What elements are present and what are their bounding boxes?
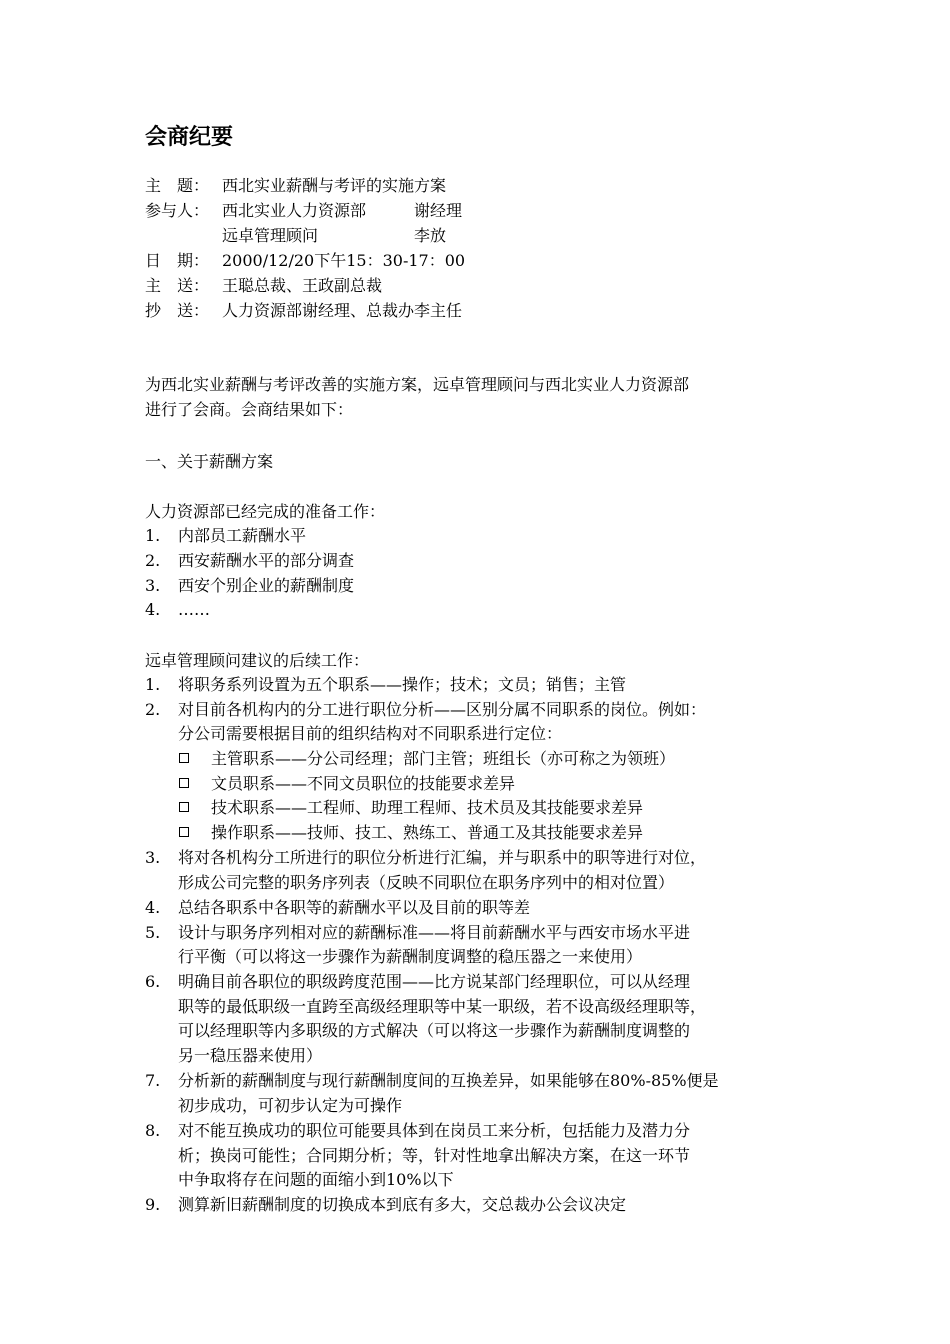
participant1-name: 谢经理 (414, 201, 463, 220)
subject-value: 西北实业薪酬与考评的实施方案 (222, 176, 447, 195)
suggest-heading: 远卓管理顾问建议的后续工作： (145, 651, 370, 670)
list-item: 西安薪酬水平的部分调查 (178, 551, 355, 570)
participant1-org: 西北实业人力资源部 (222, 201, 367, 220)
prep-heading: 人力资源部已经完成的准备工作： (145, 502, 386, 521)
checkbox-bullet-icon (179, 827, 189, 837)
participants-label: 参与人： (145, 201, 210, 220)
checkbox-bullet-icon (179, 802, 189, 812)
date-value: 2000/12/20下午15：30-17：00 (222, 251, 466, 270)
list-item-line: 分公司需要根据目前的组织结构对不同职系进行定位： (178, 724, 563, 743)
list-item-line: 对目前各机构内的分工进行职位分析——区别分属不同职系的岗位。例如： (178, 700, 707, 719)
list-item-line: 总结各职系中各职等的薪酬水平以及目前的职等差 (178, 898, 531, 917)
list-number: 2. (145, 551, 161, 570)
list-item-line: 另一稳压器来使用） (178, 1046, 323, 1065)
sub-list-item: 文员职系——不同文员职位的技能要求差异 (211, 774, 516, 793)
list-item-line: 可以经理职等内多职级的方式解决（可以将这一步骤作为薪酬制度调整的 (178, 1021, 691, 1040)
section-heading: 一、关于薪酬方案 (145, 452, 274, 471)
list-number: 1. (145, 526, 161, 545)
list-item-line: 分析新的薪酬制度与现行薪酬制度间的互换差异，如果能够在80%-85%便是 (178, 1071, 719, 1090)
sub-list-item: 主管职系——分公司经理；部门主管；班组长（亦可称之为领班） (211, 749, 676, 768)
participant2-org: 远卓管理顾问 (222, 226, 319, 245)
checkbox-bullet-icon (179, 753, 189, 763)
list-item-line: 将职务系列设置为五个职系——操作；技术；文员；销售；主管 (178, 675, 627, 694)
cc-value: 人力资源部谢经理、总裁办李主任 (222, 301, 463, 320)
list-item-line: 析；换岗可能性；合同期分析；等，针对性地拿出解决方案，在这一环节 (178, 1146, 691, 1165)
list-number: 6. (145, 972, 161, 991)
list-item-line: 初步成功，可初步认定为可操作 (178, 1096, 403, 1115)
list-number: 8. (145, 1121, 161, 1140)
list-item-line: 设计与职务序列相对应的薪酬标准——将目前薪酬水平与西安市场水平进 (178, 923, 691, 942)
list-item: 西安个别企业的薪酬制度 (178, 576, 355, 595)
list-number: 5. (145, 923, 161, 942)
list-item: …… (178, 600, 210, 619)
intro-line: 为西北实业薪酬与考评改善的实施方案，远卓管理顾问与西北实业人力资源部 (145, 375, 690, 394)
list-number: 9. (145, 1195, 161, 1214)
date-label: 日 期： (145, 251, 210, 270)
list-item-line: 将对各机构分工所进行的职位分析进行汇编，并与职系中的职等进行对位， (178, 848, 707, 867)
document-title: 会商纪要 (145, 125, 234, 150)
list-number: 1. (145, 675, 161, 694)
list-item-line: 测算新旧薪酬制度的切换成本到底有多大，交总裁办公会议决定 (178, 1195, 627, 1214)
list-item-line: 形成公司完整的职务序列表（反映不同职位在职务序列中的相对位置） (178, 873, 675, 892)
list-number: 3. (145, 848, 161, 867)
list-number: 4. (145, 600, 161, 619)
list-number: 3. (145, 576, 161, 595)
list-item-line: 对不能互换成功的职位可能要具体到在岗员工来分析，包括能力及潜力分 (178, 1121, 691, 1140)
to-value: 王聪总裁、王政副总裁 (222, 276, 383, 295)
list-item-line: 明确目前各职位的职级跨度范围——比方说某部门经理职位，可以从经理 (178, 972, 691, 991)
list-number: 2. (145, 700, 161, 719)
list-item-line: 中争取将存在问题的面缩小到10%以下 (178, 1170, 454, 1189)
list-number: 4. (145, 898, 161, 917)
cc-label: 抄 送： (145, 301, 210, 320)
participant2-name: 李放 (414, 226, 447, 245)
sub-list-item: 技术职系——工程师、助理工程师、技术员及其技能要求差异 (211, 798, 644, 817)
list-item-line: 行平衡（可以将这一步骤作为薪酬制度调整的稳压器之一来使用） (178, 947, 643, 966)
checkbox-bullet-icon (179, 778, 189, 788)
to-label: 主 送： (145, 276, 210, 295)
list-item: 内部员工薪酬水平 (178, 526, 307, 545)
sub-list-item: 操作职系——技师、技工、熟练工、普通工及其技能要求差异 (211, 823, 644, 842)
intro-line: 进行了会商。会商结果如下： (145, 400, 354, 419)
subject-label: 主 题： (145, 176, 210, 195)
list-number: 7. (145, 1071, 161, 1090)
list-item-line: 职等的最低职级一直跨至高级经理职等中某一职级，若不设高级经理职等， (178, 997, 707, 1016)
